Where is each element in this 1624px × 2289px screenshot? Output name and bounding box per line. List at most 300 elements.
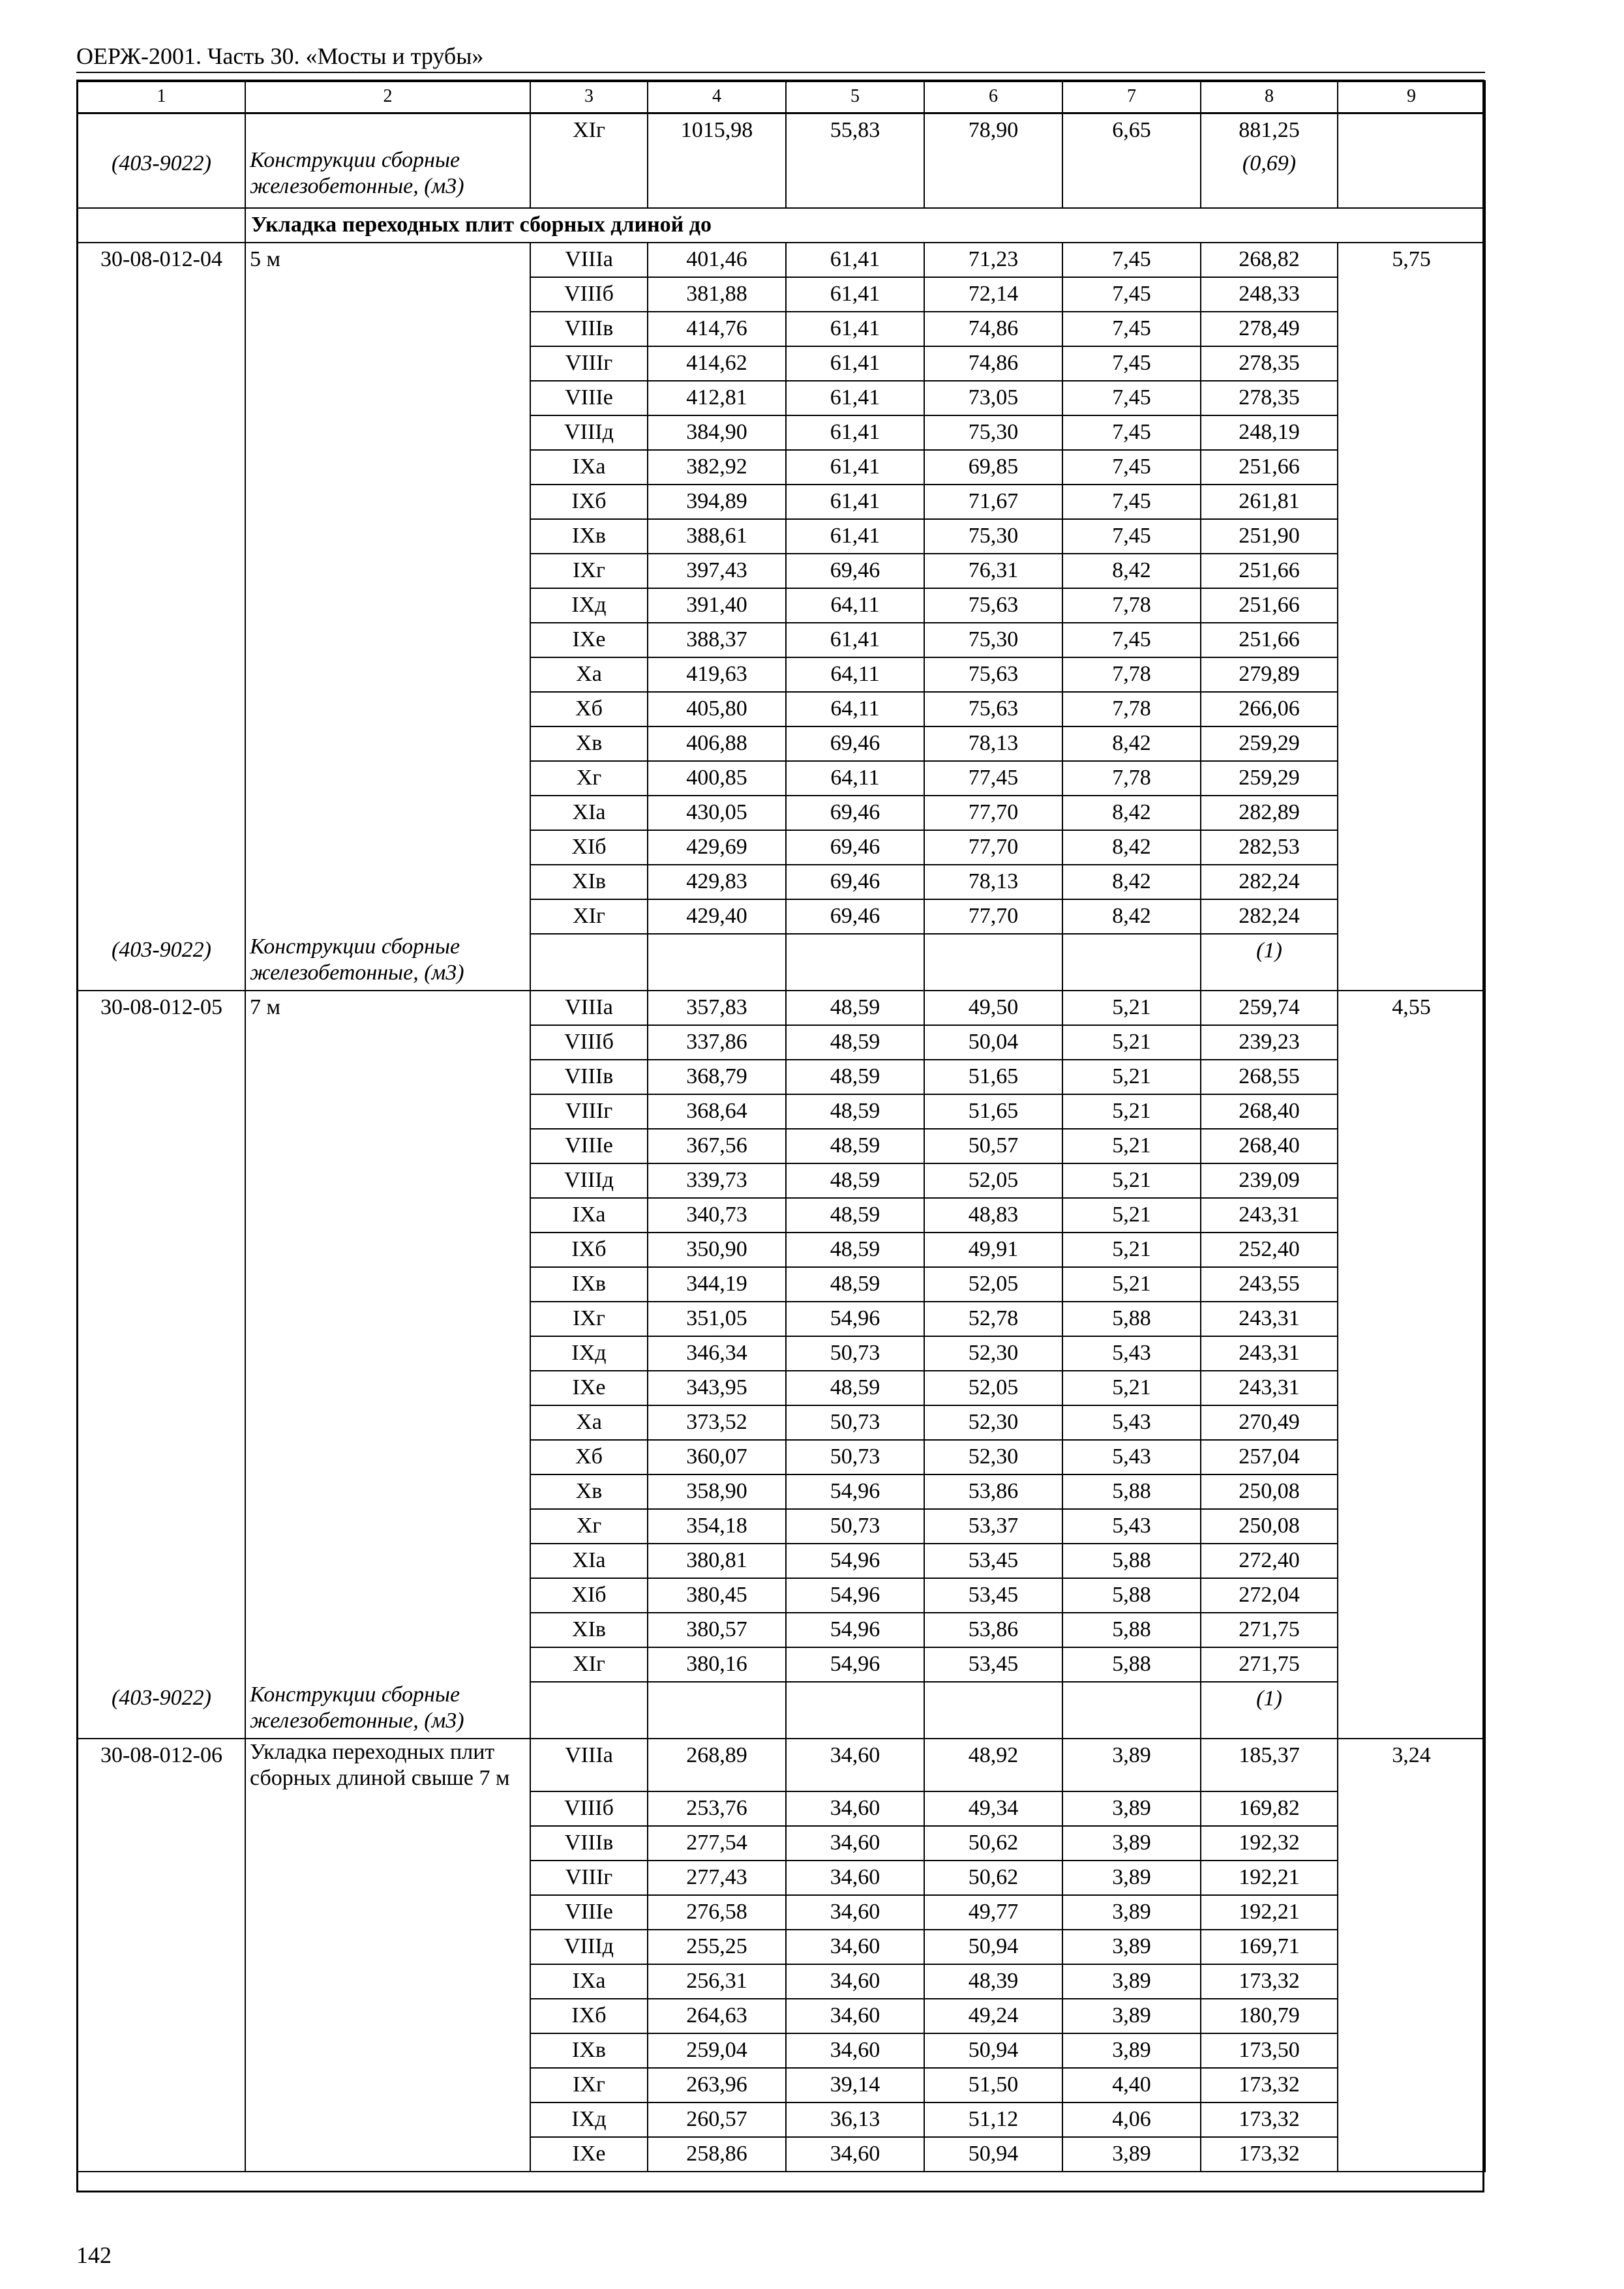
value-cell: 259,29 — [1201, 726, 1338, 761]
name-cell — [245, 554, 530, 588]
value-cell: 256,31 — [648, 1964, 786, 1999]
page-header — [76, 38, 1485, 74]
table-row — [78, 1509, 1485, 1544]
value-cell: 248,33 — [1201, 277, 1338, 312]
code-cell — [78, 1544, 245, 1578]
value-cell: 5,21 — [1062, 1267, 1201, 1302]
value-cell: 257,04 — [1201, 1440, 1338, 1474]
value-cell: 382,92 — [648, 450, 786, 485]
value-cell: 263,96 — [648, 2068, 786, 2102]
col9-cell — [1338, 147, 1485, 208]
value-cell: 53,86 — [924, 1474, 1062, 1509]
value-cell: 49,34 — [924, 1791, 1062, 1826]
zone-cell: XIа — [530, 1544, 648, 1578]
value-cell: 50,73 — [786, 1336, 924, 1371]
value-cell: 8,42 — [1062, 865, 1201, 899]
empty-cell — [530, 934, 648, 991]
value-cell: 52,05 — [924, 1163, 1062, 1198]
value-cell: 173,32 — [1201, 2068, 1338, 2102]
value-cell: 357,83 — [648, 991, 786, 1025]
value-cell: 282,89 — [1201, 796, 1338, 830]
value-cell: 259,74 — [1201, 991, 1338, 1025]
table-row — [78, 1060, 1485, 1094]
value-cell: 282,24 — [1201, 899, 1338, 934]
name-cell — [245, 657, 530, 692]
value-cell: 49,50 — [924, 991, 1062, 1025]
name-cell — [245, 761, 530, 796]
col9-cell — [1338, 1647, 1485, 1682]
code-cell — [78, 1578, 245, 1613]
table-row — [78, 796, 1485, 830]
table-row — [78, 2033, 1485, 2068]
value-cell: 169,82 — [1201, 1791, 1338, 1826]
value-cell: 69,46 — [786, 865, 924, 899]
table-row — [78, 1233, 1485, 1267]
zone-cell: IXв — [530, 1267, 648, 1302]
code-cell — [78, 761, 245, 796]
code-cell — [78, 1964, 245, 1999]
value-cell: 354,18 — [648, 1509, 786, 1544]
name-cell — [245, 1578, 530, 1613]
code-cell — [78, 312, 245, 346]
name-cell — [245, 1826, 530, 1861]
value-cell: 5,21 — [1062, 1094, 1201, 1129]
value-cell: 3,89 — [1062, 1895, 1201, 1930]
zone-cell: VIIIг — [530, 1861, 648, 1895]
value-cell: 34,60 — [786, 1791, 924, 1826]
value-cell: 5,43 — [1062, 1440, 1201, 1474]
value-cell: 337,86 — [648, 1025, 786, 1060]
col9-cell — [1338, 1302, 1485, 1336]
value-cell: 51,12 — [924, 2102, 1062, 2137]
value-cell: 51,50 — [924, 2068, 1062, 2102]
zone-cell: XIг — [530, 899, 648, 934]
value-cell: 61,41 — [786, 346, 924, 381]
empty-cell — [1062, 147, 1201, 208]
column-number-4: 4 — [648, 82, 786, 113]
empty-cell — [786, 1682, 924, 1739]
value-cell: 391,40 — [648, 588, 786, 623]
value-cell: 268,55 — [1201, 1060, 1338, 1094]
value-cell: 50,04 — [924, 1025, 1062, 1060]
col9-cell — [1338, 1163, 1485, 1198]
zone-cell: VIIIд — [530, 1163, 648, 1198]
value-cell: 258,86 — [648, 2137, 786, 2172]
table-row — [78, 726, 1485, 761]
value-cell: 69,46 — [786, 554, 924, 588]
col9-cell — [1338, 1578, 1485, 1613]
name-cell — [245, 899, 530, 934]
name-cell — [245, 1474, 530, 1509]
value-cell: 48,59 — [786, 1198, 924, 1233]
zone-cell: XIб — [530, 830, 648, 865]
zone-cell: IXд — [530, 588, 648, 623]
name-cell — [245, 346, 530, 381]
table-row — [78, 381, 1485, 415]
empty-cell — [786, 147, 924, 208]
value-cell: 76,31 — [924, 554, 1062, 588]
table-row — [78, 1129, 1485, 1163]
value-cell: 78,13 — [924, 726, 1062, 761]
empty-cell — [78, 208, 245, 243]
section-title-row — [78, 208, 1485, 243]
table-row — [78, 1578, 1485, 1613]
table-row — [78, 554, 1485, 588]
col9-cell — [1338, 692, 1485, 726]
value-cell: 71,67 — [924, 485, 1062, 519]
zone-cell: IXа — [530, 450, 648, 485]
code-cell — [78, 1930, 245, 1964]
table-row — [78, 1336, 1485, 1371]
value-cell: 282,53 — [1201, 830, 1338, 865]
column-number-7: 7 — [1062, 82, 1201, 113]
name-cell — [245, 1198, 530, 1233]
empty-cell — [1062, 1682, 1201, 1739]
col9-cell — [1338, 1129, 1485, 1163]
header-rule — [76, 72, 1485, 73]
rate-code: 30-08-012-05 — [78, 991, 245, 1025]
zone-cell: Xв — [530, 726, 648, 761]
value-cell: 50,62 — [924, 1826, 1062, 1861]
zone-cell: VIIIд — [530, 415, 648, 450]
zone-cell: IXе — [530, 2137, 648, 2172]
value-cell: 61,41 — [786, 243, 924, 277]
zone-cell: IXг — [530, 554, 648, 588]
code-cell — [78, 1509, 245, 1544]
value-cell: 346,34 — [648, 1336, 786, 1371]
value-cell: 243,31 — [1201, 1302, 1338, 1336]
document-title: ОЕРЖ-2001. Часть 30. «Мосты и трубы» — [76, 43, 484, 69]
col9-cell — [1338, 761, 1485, 796]
material-code: (403-9022) — [78, 1682, 245, 1739]
table-row — [78, 1302, 1485, 1336]
name-cell — [245, 692, 530, 726]
col9-cell — [1338, 796, 1485, 830]
code-cell — [78, 1613, 245, 1647]
value-cell: 48,59 — [786, 1060, 924, 1094]
col9-cell — [1338, 1336, 1485, 1371]
code-cell — [78, 2068, 245, 2102]
empty-cell — [924, 934, 1062, 991]
zone-cell: IXе — [530, 1371, 648, 1405]
name-cell — [245, 1861, 530, 1895]
value-cell: 192,32 — [1201, 1826, 1338, 1861]
code-cell — [78, 415, 245, 450]
value-cell: 397,43 — [648, 554, 786, 588]
value-cell: 7,45 — [1062, 415, 1201, 450]
column-number-5: 5 — [786, 82, 924, 113]
col9-cell — [1338, 2033, 1485, 2068]
name-cell — [245, 1163, 530, 1198]
value-cell: 3,89 — [1062, 1930, 1201, 1964]
value-cell: 251,90 — [1201, 519, 1338, 554]
zone-cell: IXг — [530, 1302, 648, 1336]
value-cell: 8,42 — [1062, 726, 1201, 761]
col9-cell — [1338, 277, 1485, 312]
col9-cell — [1338, 113, 1485, 148]
name-cell — [245, 519, 530, 554]
zone-cell: IXб — [530, 1999, 648, 2033]
col9-cell — [1338, 1474, 1485, 1509]
zone-cell: IXб — [530, 485, 648, 519]
value-cell: 53,45 — [924, 1647, 1062, 1682]
value-cell: 48,59 — [786, 1267, 924, 1302]
value-cell: 61,41 — [786, 381, 924, 415]
value-cell: 52,30 — [924, 1405, 1062, 1440]
value-cell: 239,23 — [1201, 1025, 1338, 1060]
value-cell: 52,78 — [924, 1302, 1062, 1336]
col9-cell — [1338, 726, 1485, 761]
col9-cell — [1338, 519, 1485, 554]
zone-cell: VIIIд — [530, 1930, 648, 1964]
value-cell: 49,77 — [924, 1895, 1062, 1930]
name-cell — [245, 1647, 530, 1682]
value-cell: 54,96 — [786, 1302, 924, 1336]
value-cell: 75,63 — [924, 657, 1062, 692]
col9-cell — [1338, 1094, 1485, 1129]
code-cell — [78, 554, 245, 588]
value-cell: 61,41 — [786, 312, 924, 346]
name-cell — [245, 1405, 530, 1440]
name-cell — [245, 1999, 530, 2033]
table-row — [78, 899, 1485, 934]
col9-cell — [1338, 1405, 1485, 1440]
name-cell — [245, 830, 530, 865]
column-number-1: 1 — [78, 82, 245, 113]
table-row — [78, 1895, 1485, 1930]
col9-cell — [1338, 588, 1485, 623]
column-number-8: 8 — [1201, 82, 1338, 113]
material-name: Конструкции сборные железобетонные, (м3) — [245, 1682, 530, 1739]
value-cell: 53,37 — [924, 1509, 1062, 1544]
col9-cell — [1338, 346, 1485, 381]
name-cell — [245, 865, 530, 899]
value-cell: 173,32 — [1201, 2137, 1338, 2172]
value-cell: 881,25 — [1201, 113, 1338, 148]
value-cell: 351,05 — [648, 1302, 786, 1336]
code-cell — [78, 1440, 245, 1474]
value-cell: 48,83 — [924, 1198, 1062, 1233]
table-row — [78, 1163, 1485, 1198]
col9-cell — [1338, 1198, 1485, 1233]
value-cell: 3,89 — [1062, 2137, 1201, 2172]
zone-cell: XIб — [530, 1578, 648, 1613]
column-number-9: 9 — [1338, 82, 1485, 113]
value-cell: 54,96 — [786, 1544, 924, 1578]
table-row — [78, 1405, 1485, 1440]
zone-cell: VIIIе — [530, 1895, 648, 1930]
table-row — [78, 450, 1485, 485]
value-cell: 5,21 — [1062, 1198, 1201, 1233]
value-cell: 339,73 — [648, 1163, 786, 1198]
name-cell — [245, 623, 530, 657]
zone-cell: Xг — [530, 761, 648, 796]
work-name: 5 м — [245, 243, 530, 277]
col9-cell — [1338, 485, 1485, 519]
value-cell: 340,73 — [648, 1198, 786, 1233]
value-cell: 5,43 — [1062, 1405, 1201, 1440]
value-cell: 48,39 — [924, 1964, 1062, 1999]
value-cell: 34,60 — [786, 2033, 924, 2068]
code-cell — [78, 588, 245, 623]
value-cell: 261,81 — [1201, 485, 1338, 519]
col9-cell — [1338, 1371, 1485, 1405]
value-cell: 5,88 — [1062, 1474, 1201, 1509]
value-cell: 368,79 — [648, 1060, 786, 1094]
zone-cell: IXе — [530, 623, 648, 657]
value-cell: 381,88 — [648, 277, 786, 312]
name-cell — [245, 796, 530, 830]
zone-cell: VIIIа — [530, 243, 648, 277]
col9-cell — [1338, 1440, 1485, 1474]
value-cell: 7,45 — [1062, 346, 1201, 381]
value-cell: 61,41 — [786, 277, 924, 312]
value-cell: 266,06 — [1201, 692, 1338, 726]
value-cell: 7,78 — [1062, 761, 1201, 796]
col9-cell — [1338, 934, 1485, 991]
value-cell: 278,35 — [1201, 346, 1338, 381]
zone-cell: VIIIг — [530, 1094, 648, 1129]
col9-cell — [1338, 1267, 1485, 1302]
zone-cell: XIг — [530, 1647, 648, 1682]
value-cell: 77,70 — [924, 830, 1062, 865]
col9-cell — [1338, 1999, 1485, 2033]
material-qty: (1) — [1201, 1682, 1338, 1739]
table-row — [78, 1371, 1485, 1405]
zone-cell: Xа — [530, 1405, 648, 1440]
value-cell: 34,60 — [786, 2137, 924, 2172]
col9-cell — [1338, 899, 1485, 934]
zone-cell: IXв — [530, 2033, 648, 2068]
name-cell — [245, 2068, 530, 2102]
code-cell — [78, 113, 245, 148]
value-cell: 75,30 — [924, 519, 1062, 554]
value-cell: 5,88 — [1062, 1578, 1201, 1613]
value-cell: 277,43 — [648, 1861, 786, 1895]
value-cell: 53,86 — [924, 1613, 1062, 1647]
material-row — [78, 934, 1485, 991]
value-cell: 243,31 — [1201, 1336, 1338, 1371]
value-cell: 75,30 — [924, 415, 1062, 450]
code-cell — [78, 1999, 245, 2033]
rate-code: 30-08-012-04 — [78, 243, 245, 277]
zone-cell: VIIIб — [530, 1791, 648, 1826]
name-cell — [245, 1613, 530, 1647]
value-cell: 7,45 — [1062, 485, 1201, 519]
code-cell — [78, 450, 245, 485]
zone-cell: VIIIб — [530, 277, 648, 312]
name-cell — [245, 1964, 530, 1999]
value-cell: 5,21 — [1062, 991, 1201, 1025]
col9-cell — [1338, 1930, 1485, 1964]
name-cell — [245, 1302, 530, 1336]
zone-cell: Xб — [530, 692, 648, 726]
empty-cell — [648, 147, 786, 208]
table-row — [78, 1999, 1485, 2033]
name-cell — [245, 1440, 530, 1474]
value-cell: 251,66 — [1201, 450, 1338, 485]
value-cell: 7,45 — [1062, 381, 1201, 415]
value-cell: 64,11 — [786, 588, 924, 623]
zone-cell: XIв — [530, 865, 648, 899]
value-cell: 75,63 — [924, 588, 1062, 623]
section-title: Укладка переходных плит сборных длиной до — [245, 208, 1485, 243]
value-cell: 34,60 — [786, 1930, 924, 1964]
col9-cell — [1338, 312, 1485, 346]
value-cell: 75,30 — [924, 623, 1062, 657]
value-cell: 278,35 — [1201, 381, 1338, 415]
table-row — [78, 2137, 1485, 2172]
value-cell: 173,50 — [1201, 2033, 1338, 2068]
value-cell: 8,42 — [1062, 796, 1201, 830]
value-cell: 1015,98 — [648, 113, 786, 148]
value-cell: 48,59 — [786, 1233, 924, 1267]
value-cell: 380,45 — [648, 1578, 786, 1613]
value-cell: 400,85 — [648, 761, 786, 796]
code-cell — [78, 1025, 245, 1060]
value-cell: 34,60 — [786, 1999, 924, 2033]
code-cell — [78, 1895, 245, 1930]
value-cell: 414,62 — [648, 346, 786, 381]
value-cell: 272,04 — [1201, 1578, 1338, 1613]
value-cell: 7,45 — [1062, 623, 1201, 657]
value-cell: 3,89 — [1062, 1791, 1201, 1826]
labor-value: 3,24 — [1338, 1739, 1485, 1791]
value-cell: 6,65 — [1062, 113, 1201, 148]
value-cell: 3,89 — [1062, 1861, 1201, 1895]
code-cell — [78, 830, 245, 865]
value-cell: 358,90 — [648, 1474, 786, 1509]
value-cell: 64,11 — [786, 657, 924, 692]
col9-cell — [1338, 1025, 1485, 1060]
table-row — [78, 1474, 1485, 1509]
value-cell: 282,24 — [1201, 865, 1338, 899]
column-number-2: 2 — [245, 82, 530, 113]
value-cell: 185,37 — [1201, 1739, 1338, 1791]
zone-cell: XIа — [530, 796, 648, 830]
value-cell: 77,70 — [924, 796, 1062, 830]
name-cell — [245, 1509, 530, 1544]
value-cell: 406,88 — [648, 726, 786, 761]
value-cell: 48,59 — [786, 991, 924, 1025]
name-cell — [245, 277, 530, 312]
value-cell: 192,21 — [1201, 1861, 1338, 1895]
table-row — [78, 761, 1485, 796]
table-row — [78, 2068, 1485, 2102]
table-row — [78, 1025, 1485, 1060]
value-cell: 7,45 — [1062, 243, 1201, 277]
col9-cell — [1338, 1964, 1485, 1999]
value-cell: 54,96 — [786, 1578, 924, 1613]
value-cell: 259,04 — [648, 2033, 786, 2068]
col9-cell — [1338, 2137, 1485, 2172]
value-cell: 49,91 — [924, 1233, 1062, 1267]
value-cell: 277,54 — [648, 1826, 786, 1861]
code-cell — [78, 796, 245, 830]
col9-cell — [1338, 830, 1485, 865]
code-cell — [78, 1791, 245, 1826]
col9-cell — [1338, 865, 1485, 899]
col9-cell — [1338, 2068, 1485, 2102]
empty-cell — [786, 934, 924, 991]
value-cell: 50,73 — [786, 1440, 924, 1474]
col9-cell — [1338, 2102, 1485, 2137]
zone-cell: Xг — [530, 1509, 648, 1544]
value-cell: 253,76 — [648, 1791, 786, 1826]
value-cell: 64,11 — [786, 761, 924, 796]
zone-cell: IXг — [530, 2068, 648, 2102]
code-cell — [78, 1647, 245, 1682]
